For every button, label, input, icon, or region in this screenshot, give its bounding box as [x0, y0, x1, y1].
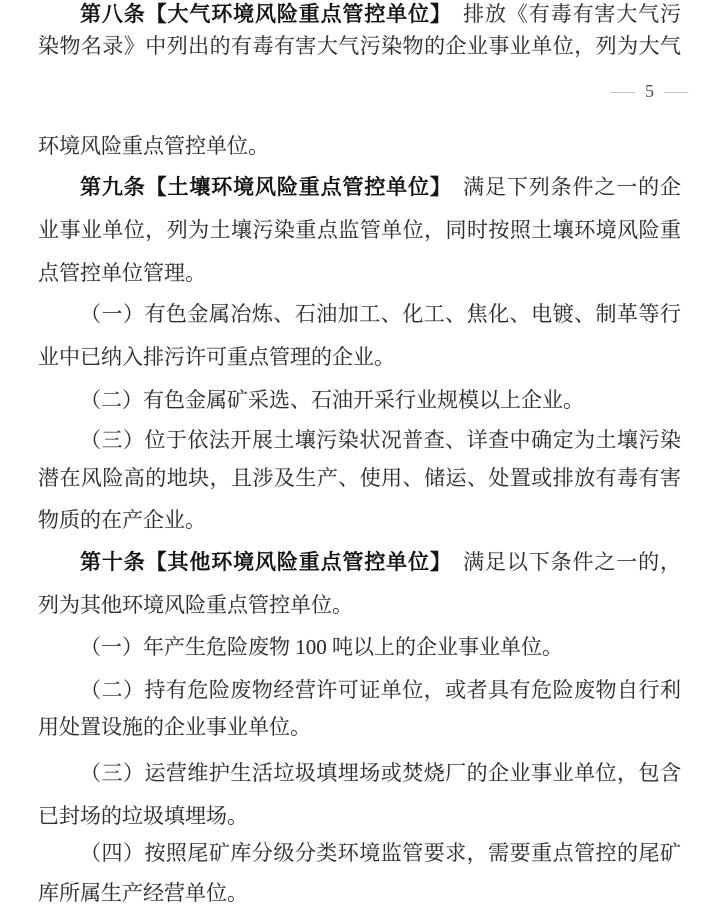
body-text: 点管控单位管理。 — [38, 261, 206, 285]
document-line — [38, 591, 681, 620]
document-line — [38, 173, 681, 202]
article-heading-text: 第十条【其他环境风险重点管控单位】 — [80, 551, 442, 574]
body-text: （四）按照尾矿库分级分类环境监管要求，需要重点管控的尾矿 — [80, 841, 681, 865]
body-text: （二）持有危险废物经营许可证单位，或者具有危险废物自行利 — [80, 678, 681, 702]
document-line — [38, 879, 681, 908]
body-text: （三）位于依法开展土壤污染状况普查、详查中确定为土壤污染 — [80, 428, 681, 452]
document-line — [38, 802, 681, 831]
document-line — [38, 464, 681, 493]
document-line — [38, 300, 681, 329]
page-footer — [610, 80, 689, 102]
document-line — [38, 426, 681, 455]
document-line — [38, 759, 681, 788]
body-text: 潜在风险高的地块，且涉及生产、使用、储运、处置或排放有毒有害 — [38, 466, 681, 490]
document-line — [38, 32, 681, 61]
body-text: 物质的在产企业。 — [38, 508, 206, 532]
document-line — [38, 216, 681, 245]
body-text: 业中已纳入排污许可重点管理的企业。 — [38, 345, 395, 369]
document-line — [38, 506, 681, 535]
document-line — [38, 548, 681, 577]
document-line — [38, 343, 681, 372]
body-text: 排放《有毒有害大气污 — [441, 2, 681, 26]
document-line — [38, 713, 681, 742]
document-line — [38, 676, 681, 705]
body-text: 染物名录》中列出的有毒有害大气污染物的企业事业单位，列为大气 — [38, 34, 681, 58]
document-line — [38, 259, 681, 288]
body-text: 环境风险重点管控单位。 — [38, 134, 269, 158]
body-text: （三）运营维护生活垃圾填埋场或焚烧厂的企业事业单位，包含 — [80, 761, 681, 785]
body-text: （一）年产生危险废物 100 吨以上的企业事业单位。 — [80, 635, 563, 659]
article-heading-text: 第九条【土壤环境风险重点管控单位】 — [80, 176, 442, 199]
body-text: 业事业单位，列为土壤污染重点监管单位，同时按照土壤环境风险重 — [38, 218, 681, 242]
document-line — [38, 132, 681, 161]
body-text: （一）有色金属冶炼、石油加工、化工、焦化、电镀、制革等行 — [80, 302, 681, 326]
document-line — [38, 0, 681, 29]
footer-dash-right: — — [663, 81, 689, 101]
body-text: 已封场的垃圾填埋场。 — [38, 804, 248, 828]
body-text: 用处置设施的企业事业单位。 — [38, 715, 311, 739]
document-line — [38, 633, 681, 662]
body-text: （二）有色金属矿采选、石油开采行业规模以上企业。 — [80, 388, 584, 412]
article-heading-text: 第八条【大气环境风险重点管控单位】 — [80, 3, 442, 26]
page-number: 5 — [645, 81, 654, 101]
body-text: 库所属生产经营单位。 — [38, 881, 248, 905]
document-line — [38, 839, 681, 868]
body-text: 满足以下条件之一的， — [441, 550, 681, 574]
document-line — [38, 386, 681, 415]
footer-dash-left: — — [610, 81, 636, 101]
body-text: 列为其他环境风险重点管控单位。 — [38, 593, 353, 617]
body-text: 满足下列条件之一的企 — [441, 175, 681, 199]
